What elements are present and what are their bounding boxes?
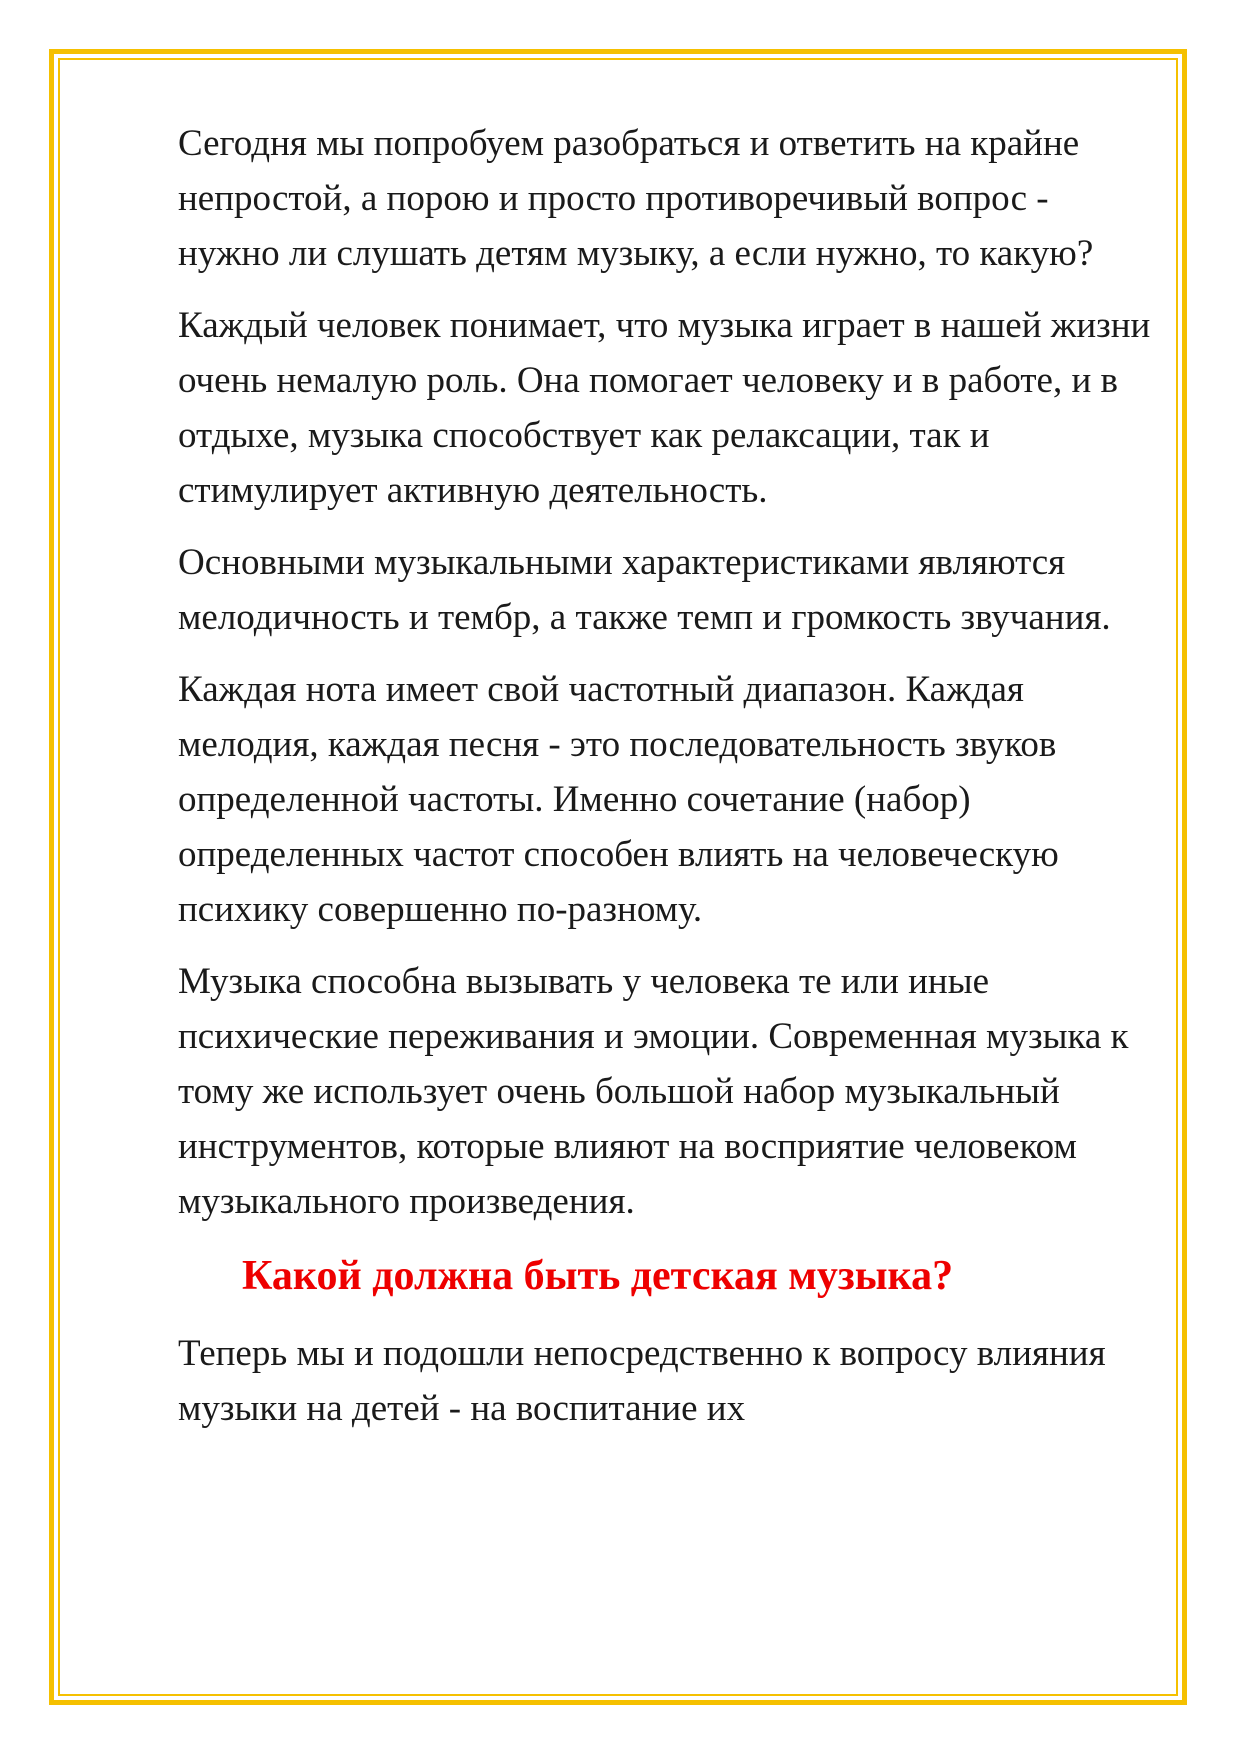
paragraph-music-role: Каждый человек понимает, что музыка играет в нашей жизни очень немалую роль. Она помогает человеку и в работе, и в отдыхе, музыка способствует как релаксации, так и стимулирует активную деятельность. [178,305,1151,511]
paragraph-closing: Теперь мы и подошли непосредственно к вопросу влияния музыки на детей - на воспитание их [178,1333,1106,1429]
paragraph-frequency: Каждая нота имеет свой частотный диапазон. Каждая мелодия, каждая песня - это последовательность звуков определенной частоты. Именно сочетание (набор) определенных частот способен влиять на человеческую психику совершенно по-разному. [178,669,1059,930]
paragraph-intro: Сегодня мы попробуем разобраться и ответить на крайне непростой, а порою и просто противоречивый вопрос - нужно ли слушать детям музыку, а если нужно, то какую? [178,123,1094,274]
section-heading: Какой должна быть детская музыка? [242,1253,954,1299]
paragraph-emotions: Музыка способна вызывать у человека те или иные психические переживания и эмоции. Современная музыка к тому же использует очень большой набор музыкальный инструментов, которые влияют на восприятие человеком музыкального произведения. [178,961,1129,1222]
document-body [178,116,1158,1453]
paragraph-music-characteristics: Основными музыкальными характеристиками являются мелодичность и тембр, а также темп и громкость звучания. [178,542,1111,638]
